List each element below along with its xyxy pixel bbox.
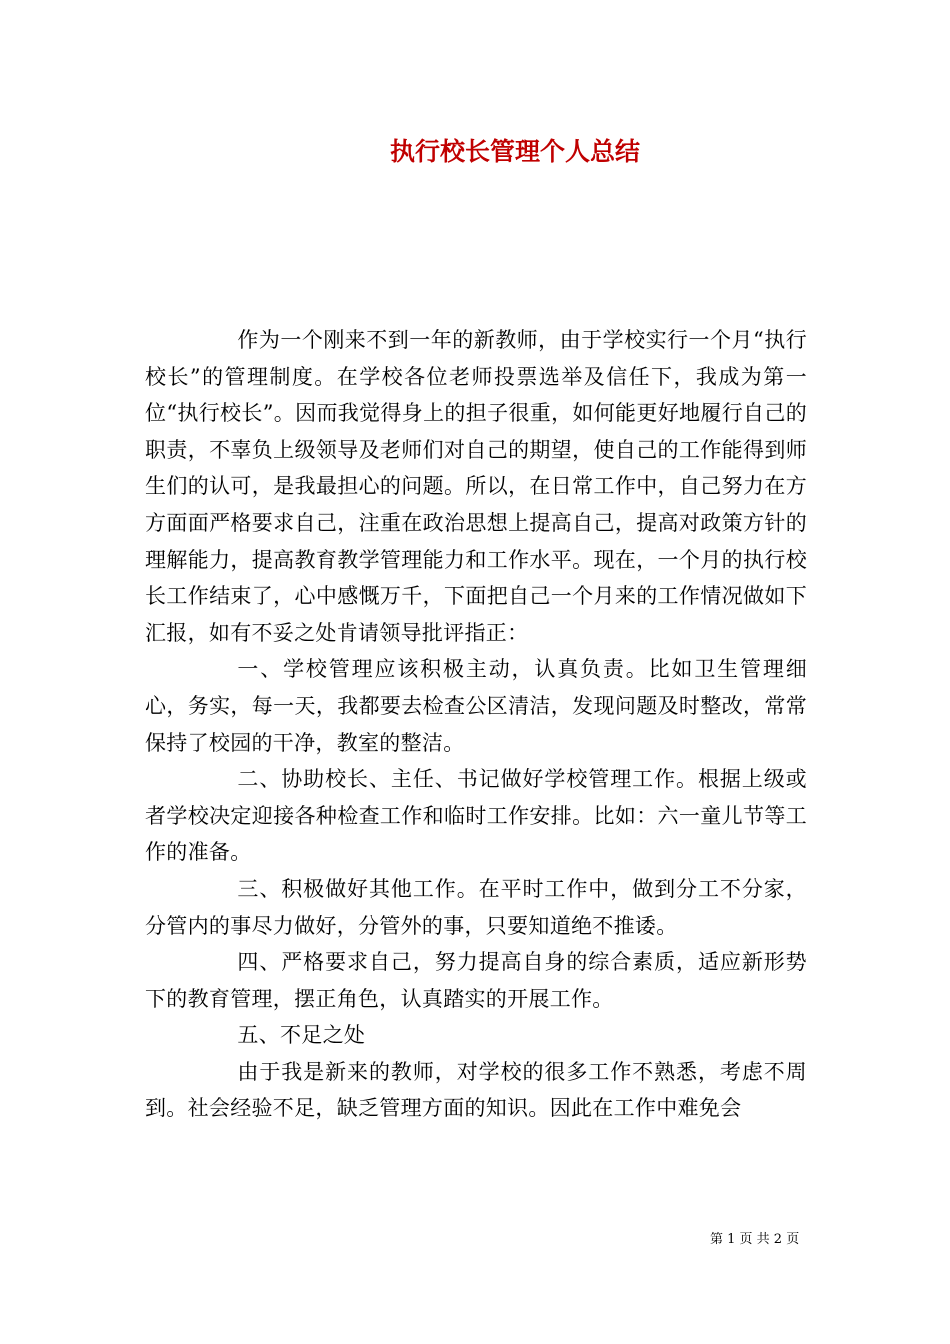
paragraph-intro: 作为一个刚来不到一年的新教师，由于学校实行一个月“执行校长”的管理制度。在学校各位老师投票选举及信任下，我成为第一位“执行校长”。因而我觉得身上的担子很重，如何能更好地履行自己的职责，不辜负上级领导及老师们对自己的期望，使自己的工作能得到师生们的认可，是我最担心的问题。所以，在日常工作中，自己努力在方方面面严格要求自己，注重在政治思想上提高自己，提高对政策方针的理解能力，提高教育教学管理能力和工作水平。现在，一个月的执行校长工作结束了，心中感慨万千，下面把自己一个月来的工作情况做如下汇报，如有不妥之处肯请领导批评指正： [145, 328, 807, 645]
paragraph-point-3: 三、积极做好其他工作。在平时工作中，做到分工不分家，分管内的事尽力做好，分管外的事，只要知道绝不推诿。 [145, 876, 807, 938]
page-number-footer: 第 1 页 共 2 页 [710, 1232, 800, 1247]
paragraph-point-2: 二、协助校长、主任、书记做好学校管理工作。根据上级或者学校决定迎接各种检查工作和临时工作安排。比如：六一童儿节等工作的准备。 [145, 767, 807, 865]
paragraph-shortcomings: 由于我是新来的教师，对学校的很多工作不熟悉，考虑不周到。社会经验不足，缺乏管理方面的知识。因此在工作中难免会 [145, 1059, 807, 1121]
paragraph-point-4: 四、严格要求自己，努力提高自身的综合素质，适应新形势下的教育管理，摆正角色，认真踏实的开展工作。 [145, 950, 807, 1011]
paragraph-point-1: 一、学校管理应该积极主动，认真负责。比如卫生管理细心，务实，每一天，我都要去检查公区清洁，发现问题及时整改，常常保持了校园的干净，教室的整洁。 [145, 657, 807, 755]
paragraph-point-5-heading: 五、不足之处 [237, 1023, 366, 1048]
document-body [145, 322, 807, 1127]
document-title: 执行校长管理个人总结 [389, 137, 640, 166]
